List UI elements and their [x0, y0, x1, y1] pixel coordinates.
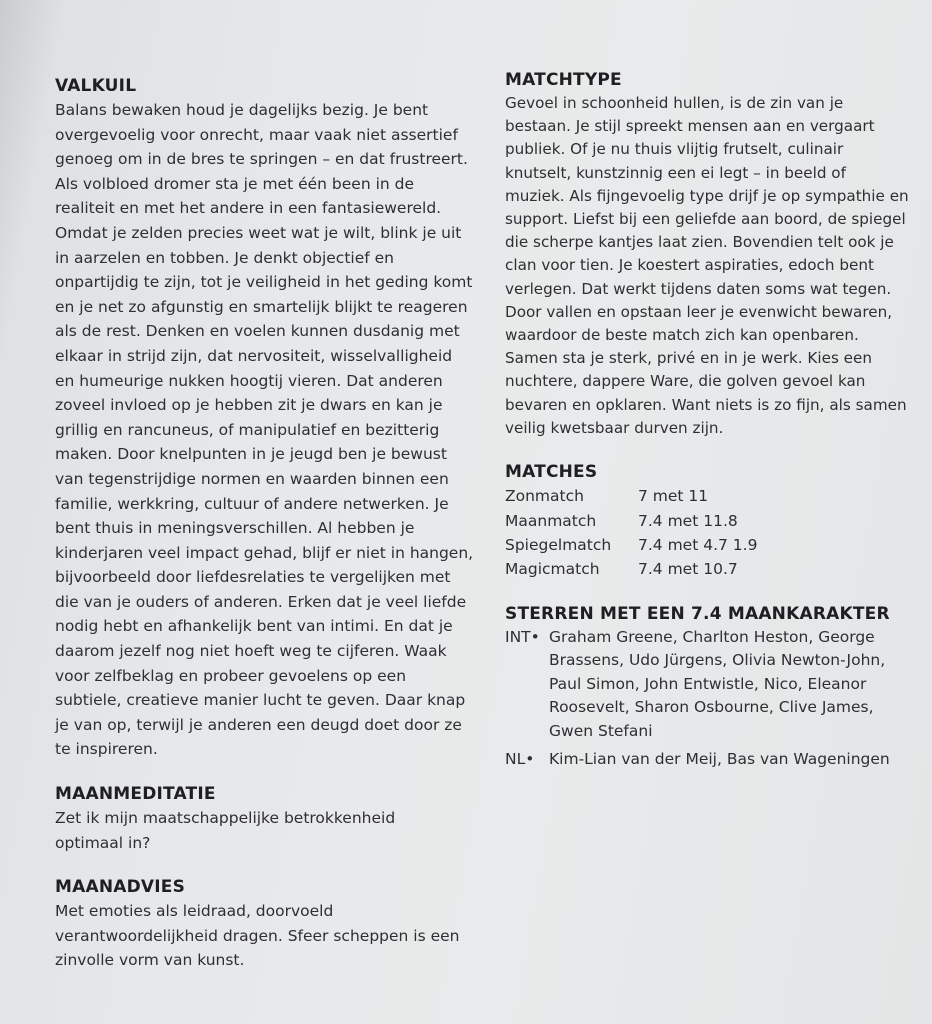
match-name: Zonmatch: [505, 487, 584, 506]
sterren-section: [505, 604, 910, 772]
valkuil-text: Balans bewaken houd je dagelijks bezig. Je bent overgevoelig voor onrecht, maar vaak niet assertief genoeg om in de bres te springen – en dat frustreert. Als volbloed dromer sta je met één been in de realiteit en met het andere in een fantasiewereld. Omdat je zelden precies weet wat je wilt, blink je uit in aarzelen en tobben. Je denkt objectief en onpartijdig te zijn, tot je veiligheid in het geding komt en je net zo afgunstig en smartelijk blijkt te reageren als de rest. Denken en voelen kunnen dusdanig met elkaar in strijd zijn, dat nervositeit, wisselvalligheid en humeurige nukken hoogtij vieren. Dat anderen zoveel invloed op je hebben zit je dwars en kan je grillig en rancuneus, of manipulatief en bezitterig maken. Door knelpunten in je jeugd ben je bewust van tegenstrijdige normen en waarden binnen een familie, werkkring, cultuur of andere netwerken. Je bent thuis in meningsverschillen. Al hebben je kinderjaren veel impact gehad, blijf er niet in hangen, bijvoorbeeld door liefdesrelaties te vergelijken met die van je ouders of anderen. Erken dat je veel liefde nodig hebt en afhankelijk bent van intimi. En dat je daarom jezelf nog niet hoeft weg te cijferen. Waak voor zelfbeklag en probeer gevoelens op een subtiele, creatieve manier lucht te geven. Daar knap je van op, terwijl je anderen een deugd doet door ze te inspireren.: [55, 101, 474, 759]
int-names: Graham Greene, Charlton Heston, George Brassens, Udo Jürgens, Olivia Newton-John, Paul Simon, John Entwistle, Nico, Eleanor Roosevelt, Sharon Osbourne, Clive James, Gwen Stefani: [549, 627, 886, 740]
maanmeditatie-text: Zet ik mijn maatschappelijke betrokkenheid optimaal in?: [55, 809, 396, 852]
table-row: [505, 533, 757, 557]
maanadvies-text: Met emoties als leidraad, doorvoeld verantwoordelijkheid dragen. Sfeer scheppen is een zinvolle vorm van kunst.: [55, 902, 460, 970]
nl-prefix: NL•: [505, 749, 535, 768]
maanmeditatie-section: [55, 784, 475, 855]
table-row: [505, 508, 757, 532]
sterren-list: [505, 626, 910, 772]
list-item: [505, 626, 910, 744]
valkuil-section: [55, 76, 475, 762]
match-value: 7 met 11: [638, 487, 709, 506]
maanadvies-section: [55, 877, 475, 973]
matches-section: [505, 462, 910, 582]
match-name: Magicmatch: [505, 560, 600, 579]
right-column: [505, 70, 910, 771]
matchtype-heading: MATCHTYPE: [505, 70, 622, 90]
left-column: [55, 76, 475, 973]
match-value: 7.4 met 10.7: [638, 560, 738, 579]
table-row: [505, 557, 757, 581]
list-item: [505, 748, 910, 772]
match-name: Maanmatch: [505, 511, 597, 530]
matchtype-text: Gevoel in schoonheid hullen, is de zin van je bestaan. Je stijl spreekt mensen aan en vergaart publiek. Of je nu thuis vlijtig frutselt, culinair knutselt, kunstzinnig een ei legt – in beeld of muziek. Als fijngevoelig type drijf je op sympathie en support. Liefst bij een geliefde aan boord, de spiegel die scherpe kantjes laat zien. Bovendien telt ook je clan voor tien. Je koestert aspiraties, edoch bent verlegen. Dat werkt tijdens daten soms wat tegen. Door vallen en opstaan leer je evenwicht bewaren, waardoor de beste match zich kan openbaren. Samen sta je sterk, privé en in je werk. Kies een nuchtere, dappere Ware, die golven gevoel kan bevaren en opklaren. Want niets is zo fijn, als samen veilig kwetsbaar durven zijn.: [505, 94, 909, 437]
maanadvies-heading: MAANADVIES: [55, 877, 186, 898]
matches-heading: MATCHES: [505, 462, 598, 483]
match-value: 7.4 met 11.8: [638, 511, 738, 530]
sterren-heading: STERREN MET EEN 7.4 MAANKARAKTER: [505, 603, 890, 624]
table-row: [505, 484, 757, 508]
maanmeditatie-heading: MAANMEDITATIE: [55, 784, 216, 805]
int-prefix: INT•: [505, 627, 540, 646]
nl-names: Kim-Lian van der Meij, Bas van Wageningen: [549, 749, 890, 768]
matches-table: [505, 484, 757, 582]
valkuil-heading: VALKUIL: [55, 76, 137, 96]
match-value: 7.4 met 4.7 1.9: [638, 536, 758, 555]
match-name: Spiegelmatch: [505, 536, 612, 555]
matchtype-section: [505, 70, 910, 440]
